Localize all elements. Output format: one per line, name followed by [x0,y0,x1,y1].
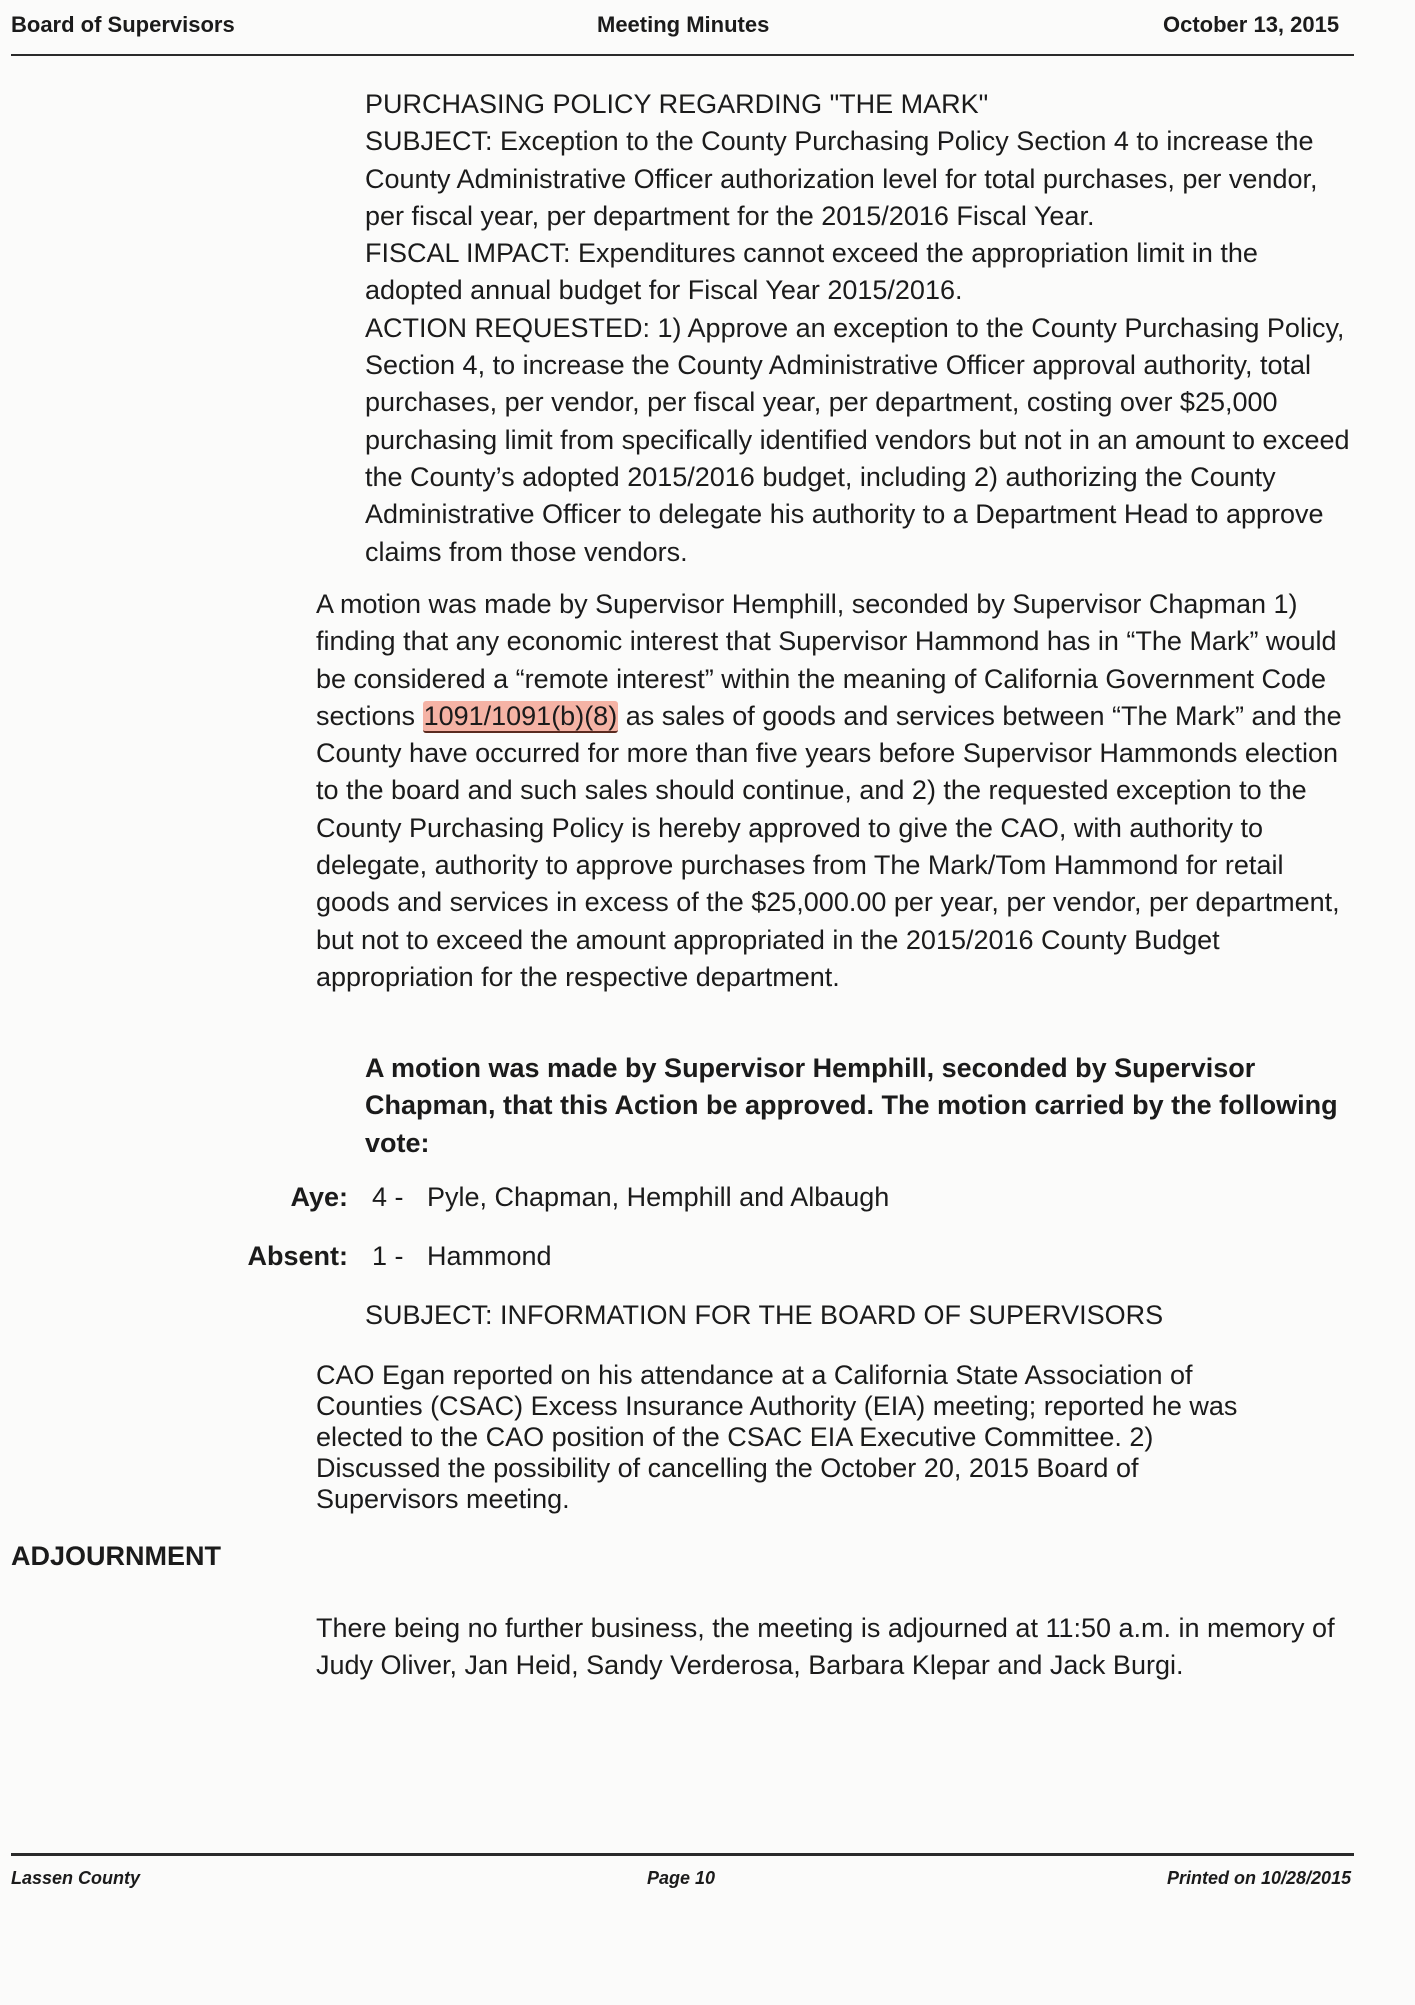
item-fiscal-impact: FISCAL IMPACT: Expenditures cannot exceed the appropriation limit in the adopted annual budget for Fiscal Year 2015/2016. [365,238,1258,306]
header-board-title: Board of Supervisors [11,12,235,37]
absent-names: Hammond [427,1241,552,1271]
aye-count: 4 - [372,1182,404,1212]
adjournment-text: There being no further business, the meeting is adjourned at 11:50 a.m. in memory of Judy Oliver, Jan Heid, Sandy Verderosa, Barbara Klepar and Jack Burgi. [316,1613,1335,1681]
highlighted-code-section: 1091/1091(b)(8) [423,700,618,731]
header-rule [11,54,1354,56]
info-line: Supervisors meeting. [316,1484,570,1514]
motion-text-start: A motion was made by Supervisor Hemphill, seconded by Supervisor Chapman 1) finding that any economic interest that Supervisor Hammond has in “The Mark” would be considered a “remote interest” within the meaning of California Government Code sections [316,589,1337,731]
item-subject: SUBJECT: Exception to the County Purchasing Policy Section 4 to increase the County Administrative Officer authorization level for total purchases, per vendor, per fiscal year, per department for the 2015/2016 Fiscal Year. [365,126,1318,231]
absent-label: Absent: [247,1241,348,1271]
header-document-type: Meeting Minutes [597,12,770,37]
motion-text-end: as sales of goods and services between “The Mark” and the County have occurred for more than five years before Supervisor Hammonds election to the board and such sales should continue, and 2) the requested exception to the County Purchasing Policy is hereby approved to give the CAO, with authority to delegate, authority to approve purchases from The Mark/Tom Hammond for retail goods and services in excess of the $25,000.00 per year, per vendor, per department, but not to exceed the amount appropriated in the 2015/2016 County Budget appropriation for the respective department. [316,700,1342,992]
info-line: elected to the CAO position of the CSAC EIA Executive Committee. 2) [316,1422,1154,1452]
motion-text [316,586,1350,996]
footer-page-number: Page 10 [647,1868,716,1888]
info-text [316,1360,1356,1515]
adjournment-heading: ADJOURNMENT [11,1541,222,1571]
item-title: PURCHASING POLICY REGARDING "THE MARK" [365,89,989,119]
item-action-requested: ACTION REQUESTED: 1) Approve an exception to the County Purchasing Policy, Section 4, to increase the County Administrative Officer approval authority, total purchases, per vendor, per fiscal year, per department, costing over $25,000 purchasing limit from specifically identified vendors but not in an amount to exceed the County’s adopted 2015/2016 budget, including 2) authorizing the County Administrative Officer to delegate his authority to a Department Head to approve claims from those vendors. [365,312,1350,567]
info-line: Discussed the possibility of cancelling the October 20, 2015 Board of [316,1453,1139,1483]
motion-result: A motion was made by Supervisor Hemphill, seconded by Supervisor Chapman, that this Action be approved. The motion carried by the following vote: [365,1053,1338,1158]
footer-county: Lassen County [11,1868,141,1888]
footer-printed-date: Printed on 10/28/2015 [1167,1868,1352,1888]
aye-names: Pyle, Chapman, Hemphill and Albaugh [427,1182,890,1212]
agenda-item [365,86,1350,571]
info-line: Counties (CSAC) Excess Insurance Authority (EIA) meeting; reported he was [316,1391,1238,1421]
aye-label: Aye: [290,1182,348,1212]
footer-rule [11,1853,1354,1856]
info-line: CAO Egan reported on his attendance at a California State Association of [316,1360,1193,1390]
absent-count: 1 - [372,1241,404,1271]
info-subject: SUBJECT: INFORMATION FOR THE BOARD OF SUPERVISORS [365,1300,1164,1330]
header-meeting-date: October 13, 2015 [1163,12,1340,37]
